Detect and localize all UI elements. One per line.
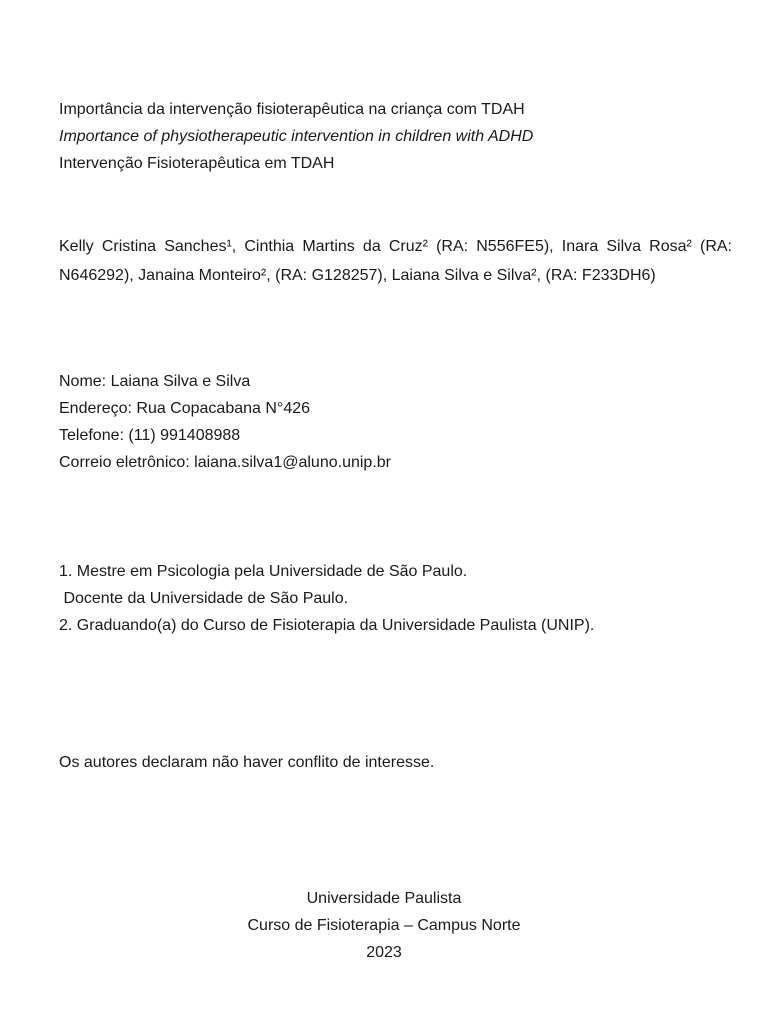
conflict-block <box>59 749 732 776</box>
affiliations-block <box>59 558 732 639</box>
conflict-statement: Os autores declaram não haver conflito de interesse. <box>59 754 435 771</box>
title-portuguese: Importância da intervenção fisioterapêutica na criança com TDAH <box>59 101 525 118</box>
authors-block <box>59 232 732 290</box>
footer-institution: Universidade Paulista <box>306 890 462 907</box>
contact-phone: Telefone: (11) 991408988 <box>59 427 241 444</box>
affiliation-1: 1. Mestre em Psicologia pela Universidade de São Paulo. <box>59 563 468 580</box>
contact-name: Nome: Laiana Silva e Silva <box>59 373 251 390</box>
footer-block <box>0 885 768 966</box>
contact-block <box>59 368 732 476</box>
short-title: Intervenção Fisioterapêutica em TDAH <box>59 155 335 172</box>
title-english: Importance of physiotherapeutic intervention in children with ADHD <box>59 128 534 145</box>
title-block <box>59 96 732 177</box>
footer-year: 2023 <box>366 944 402 961</box>
contact-email: Correio eletrônico: laiana.silva1@aluno.unip.br <box>59 454 391 471</box>
affiliation-2: 2. Graduando(a) do Curso de Fisioterapia da Universidade Paulista (UNIP). <box>59 617 595 634</box>
affiliation-1-continued: Docente da Universidade de São Paulo. <box>59 590 349 607</box>
authors-list: Kelly Cristina Sanches¹, Cinthia Martins da Cruz² (RA: N556FE5), Inara Silva Rosa² (RA: N646292), Janaina Monteiro², (RA: G128257), Laiana Silva e Silva², (RA: F233DH6) <box>59 238 732 284</box>
footer-course: Curso de Fisioterapia – Campus Norte <box>247 917 521 934</box>
contact-address: Endereço: Rua Copacabana N°426 <box>59 400 311 417</box>
